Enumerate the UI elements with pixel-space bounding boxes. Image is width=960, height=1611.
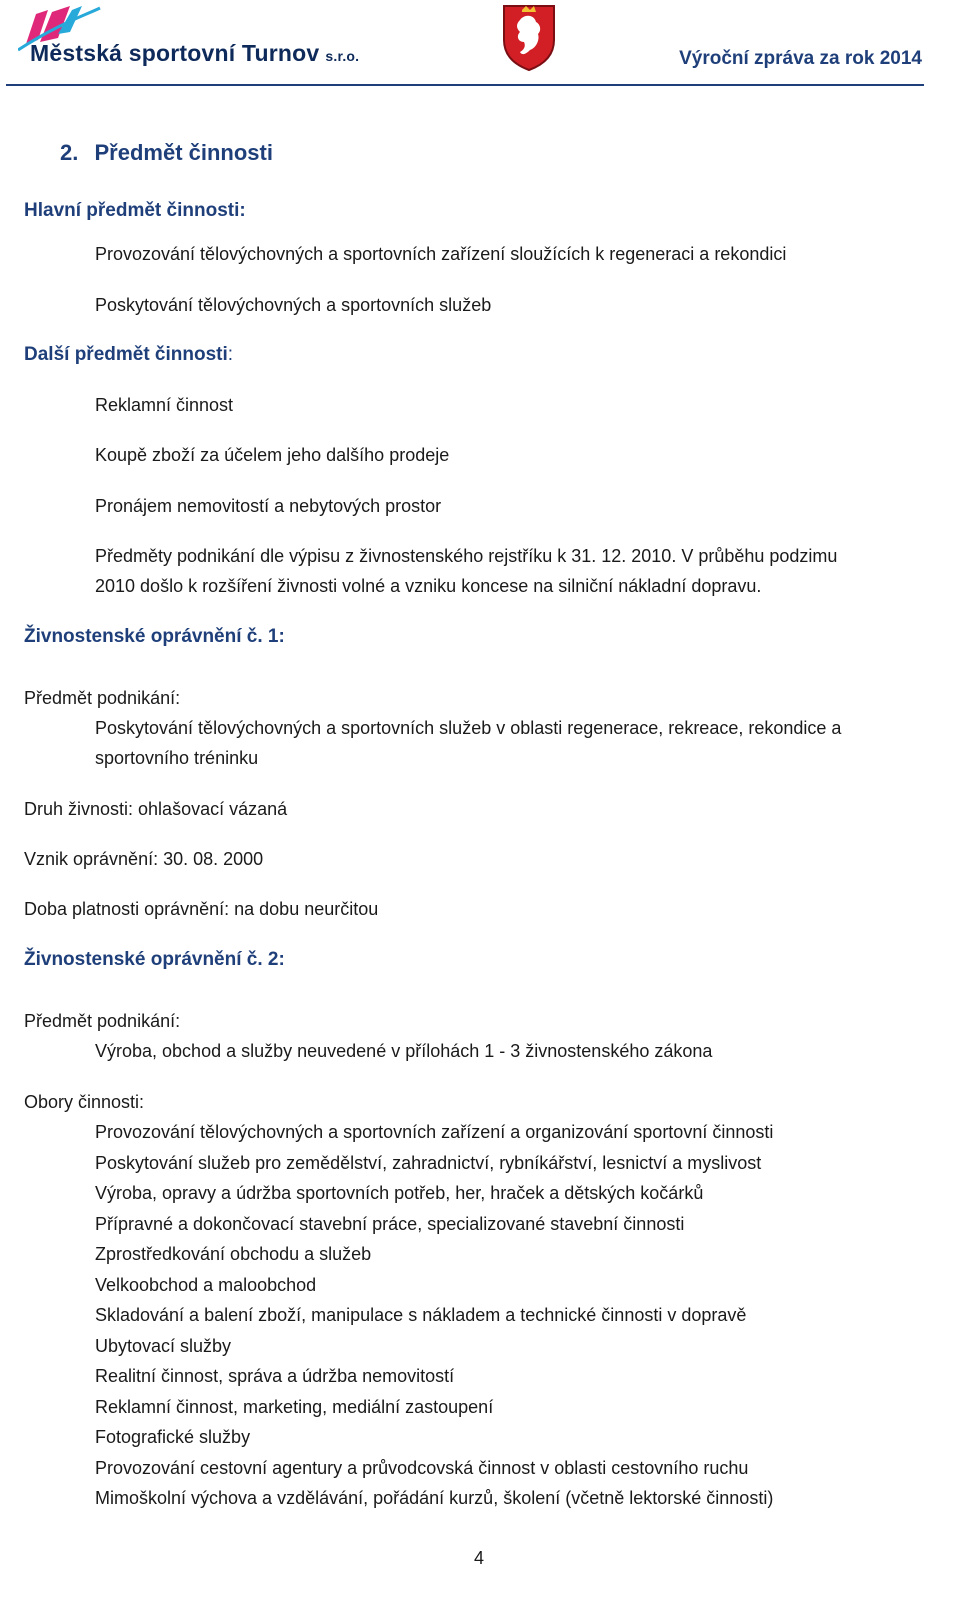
list-item: Provozování tělovýchovných a sportovních zařízení a organizování sportovní činnosti bbox=[95, 1122, 774, 1142]
main-activity-heading: Hlavní předmět činnosti: bbox=[24, 200, 246, 221]
license-2-subject: Výroba, obchod a služby neuvedené v přílohách 1 - 3 živnostenského zákona bbox=[95, 1041, 713, 1061]
company-name bbox=[30, 40, 359, 67]
list-item: Mimoškolní výchova a vzdělávání, pořádání kurzů, školení (včetně lektorské činnosti) bbox=[95, 1488, 774, 1508]
main-activity-item: Poskytování tělovýchovných a sportovních služeb bbox=[95, 295, 492, 315]
list-item: Realitní činnost, správa a údržba nemovitostí bbox=[95, 1366, 455, 1386]
main-activity-item: Provozování tělovýchovných a sportovních zařízení sloužících k regeneraci a rekondici bbox=[95, 244, 787, 264]
other-activity-heading bbox=[24, 344, 233, 366]
other-activity-item: Reklamní činnost bbox=[95, 395, 234, 415]
license-1-heading: Živnostenské oprávnění č. 1: bbox=[24, 626, 285, 647]
other-activity-heading-bold: Další předmět činnosti bbox=[24, 344, 228, 365]
other-activity-item: Koupě zboží za účelem jeho dalšího prodeje bbox=[95, 445, 450, 465]
list-item: Poskytování služeb pro zemědělství, zahradnictví, rybníkářství, lesnictví a myslivost bbox=[95, 1153, 762, 1173]
list-item: Reklamní činnost, marketing, mediální zastoupení bbox=[95, 1397, 494, 1417]
license-2-heading: Živnostenské oprávnění č. 2: bbox=[24, 949, 285, 970]
turnov-crest-icon bbox=[500, 2, 558, 72]
list-item: Velkoobchod a maloobchod bbox=[95, 1275, 317, 1295]
list-item: Fotografické služby bbox=[95, 1427, 251, 1447]
list-item: Ubytovací služby bbox=[95, 1336, 232, 1356]
header-divider bbox=[6, 84, 924, 86]
list-item: Přípravné a dokončovací stavební práce, specializované stavební činnosti bbox=[95, 1214, 685, 1234]
company-suffix: s.r.o. bbox=[325, 48, 360, 64]
license-1-subject-label: Předmět podnikání: bbox=[24, 688, 181, 708]
company-name-text: Městská sportovní Turnov bbox=[30, 40, 320, 66]
list-item: Výroba, opravy a údržba sportovních potřeb, her, hraček a dětských kočárků bbox=[95, 1183, 704, 1203]
license-1-origin: Vznik oprávnění: 30. 08. 2000 bbox=[24, 849, 264, 869]
section-title-text: Předmět činnosti bbox=[94, 140, 273, 165]
list-item: Skladování a balení zboží, manipulace s nákladem a technické činnosti v dopravě bbox=[95, 1305, 747, 1325]
register-note-line: 2010 došlo k rozšíření živnosti volné a vzniku koncese na silniční nákladní dopravu. bbox=[95, 576, 762, 596]
page-number: 4 bbox=[474, 1548, 485, 1568]
license-1-validity: Doba platnosti oprávnění: na dobu neurčitou bbox=[24, 899, 379, 919]
license-2-subject-label: Předmět podnikání: bbox=[24, 1011, 181, 1031]
license-2-fields-label: Obory činnosti: bbox=[24, 1092, 145, 1112]
list-item: Provozování cestovní agentury a průvodcovská činnost v oblasti cestovního ruchu bbox=[95, 1458, 749, 1478]
register-note-line: Předměty podnikání dle výpisu z živnostenského rejstříku k 31. 12. 2010. V průběhu podzimu bbox=[95, 546, 838, 566]
license-1-type: Druh živnosti: ohlašovací vázaná bbox=[24, 799, 288, 819]
license-1-subject-line: Poskytování tělovýchovných a sportovních služeb v oblasti regenerace, rekreace, rekondice a bbox=[95, 718, 842, 738]
report-title: Výroční zpráva za rok 2014 bbox=[679, 48, 922, 69]
section-number: 2. bbox=[60, 140, 79, 165]
other-activity-item: Pronájem nemovitostí a nebytových prostor bbox=[95, 496, 442, 516]
other-activity-heading-tail: : bbox=[227, 344, 234, 365]
license-1-subject-line: sportovního tréninku bbox=[95, 748, 259, 768]
section-title bbox=[60, 140, 273, 166]
list-item: Zprostředkování obchodu a služeb bbox=[95, 1244, 372, 1264]
